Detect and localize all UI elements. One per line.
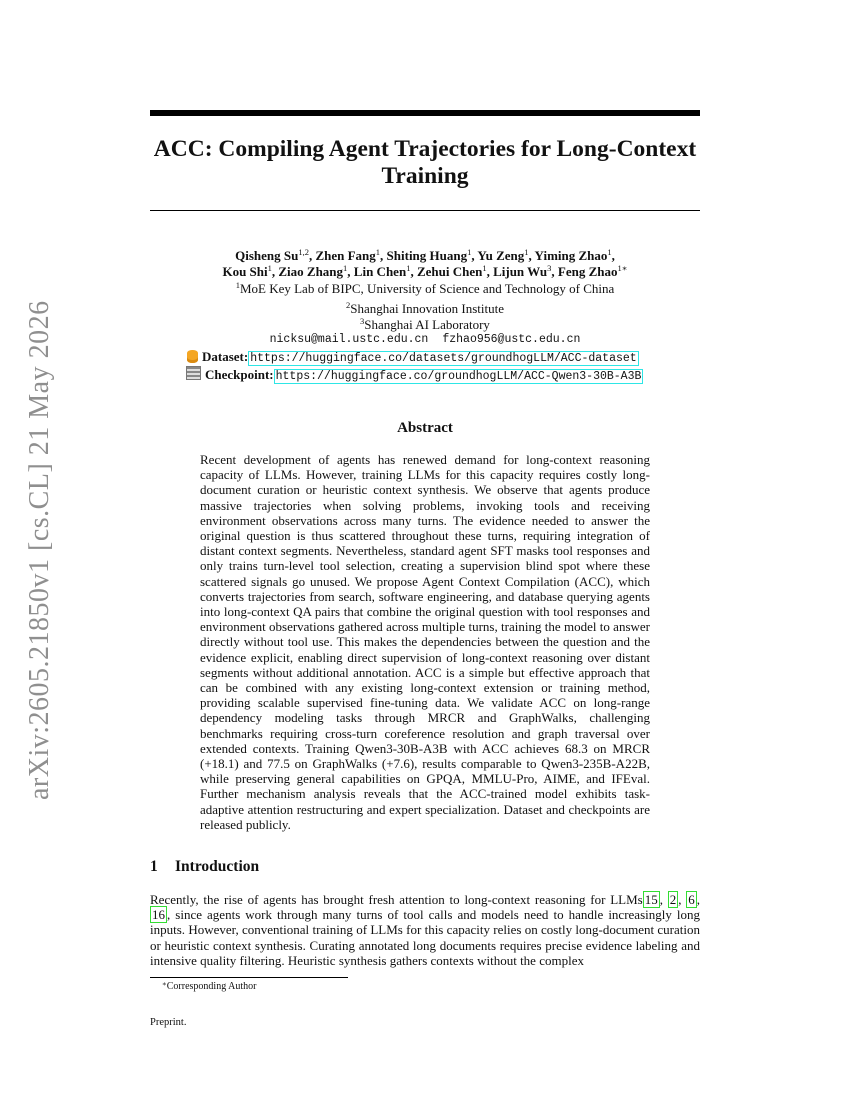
contact-emails <box>150 332 700 348</box>
author: Zhen Fang$^1$ <box>315 247 381 263</box>
author: Shiting Huang$^1$ <box>386 247 472 263</box>
author: Ziao Zhang$^1$ <box>278 263 348 279</box>
email-link[interactable]: nicksu@mail.ustc.edu.cn <box>269 333 429 346</box>
affiliation-3: $^3$Shanghai AI Laboratory <box>360 316 490 332</box>
author-list <box>150 248 700 280</box>
author: Yiming Zhao$^1$ <box>534 247 612 263</box>
author: Zehui Chen$^1$ <box>416 263 487 279</box>
abstract-heading: Abstract <box>397 420 453 436</box>
affiliation-2: $^2$Shanghai Innovation Institute <box>345 300 505 316</box>
server-stack-icon <box>186 366 201 380</box>
checkpoint-url-link[interactable]: https://huggingface.co/groundhogLLM/ACC-Qwen3-30B-A3B <box>275 370 642 383</box>
section-heading-introduction <box>150 858 700 876</box>
preprint-label: Preprint. <box>150 1017 187 1028</box>
database-icon <box>187 350 198 363</box>
section-title: Introduction <box>175 858 260 875</box>
dataset-label: Dataset: <box>202 349 249 364</box>
email-link[interactable]: fzhao956@ustc.edu.cn <box>442 333 581 346</box>
citation-link[interactable]: 2 <box>669 892 677 907</box>
section-number: 1 <box>150 858 158 875</box>
introduction-paragraph: Recently, the rise of agents has brought fresh attention to long-context reasoning for LLMs 15 , 2 , 6 , 16 , since agents work through many turns of tool calls and models need to handle increasingly long inputs. However, conventional training of LLMs for this capacity relies on costly long-document curation or heuristic context synthesis. Curating annotated long documents requires precise evidence labeling and intensive quality filtering. Heuristic synthesis gathers contexts without the complex <box>150 892 701 968</box>
abstract-text: Recent development of agents has renewed demand for long-context reasoning capacity of LLMs. However, training LLMs for this capacity requires costly long-document curation or heuristic context synthesis. We observe that agents produce massive trajectories when solving problems, invoking tools and receiving environment observations across many turns. The evidence needed to answer the original question is thus scattered throughout these turns, requiring integration of distant context segments. Nevertheless, standard agent SFT masks tool responses and only trains turn-level tool selection, creating a supervision blind spot where these scattered signals go unused. We propose Agent Context Compilation (ACC), which converts trajectories from search, software engineering, and database querying agents into long-context QA pairs that combine the original question with tool responses and environment observations gathered across multiple turns, training the model to answer directly without tool use. This makes the dependencies between the question and the evidence explicit, enabling direct supervision of long-context reasoning over distant segments without additional annotation. ACC is a simple but effective approach that can be combined with any existing long-context extension or training method, providing scalable supervised fine-tuning data. We validate ACC on long-range dependency modeling tasks through MRCR and GraphWalks, challenging benchmarks requiring cross-turn coreference resolution and graph traversal over extended contexts. Training Qwen3-30B-A3B with ACC achieves 68.3 on MRCR (+18.1) and 77.5 on GraphWalks (+7.6), results comparable to Qwen3-235B-A22B, while preserving general capabilities on GPQA, MMLU-Pro, AIME, and IFEval. Further mechanism analysis reveals that the ACC-trained model exhibits task-adaptive attention restructuring and expert specialization. Dataset and checkpoints are released publicly. <box>200 452 650 832</box>
author: Lijun Wu$^3$ <box>493 263 552 279</box>
checkpoint-link-row <box>186 366 643 385</box>
author-line-2: Kou Shi$^1$, Ziao Zhang$^1$, Lin Chen$^1$, Zehui Chen$^1$, Lijun Wu$^3$, Feng Zhao$^{1∗}$ <box>222 263 628 279</box>
dataset-url-link[interactable]: https://huggingface.co/datasets/groundhogLLM/ACC-dataset <box>250 352 637 365</box>
author: Yu Zeng$^1$ <box>477 247 529 263</box>
citation-link[interactable]: 16 <box>152 907 165 923</box>
footnote: ∗Corresponding Author <box>162 980 257 992</box>
paper-title: ACC: Compiling Agent Trajectories for Long-Context Training <box>153 136 697 189</box>
citation-link[interactable]: 15 <box>644 892 658 907</box>
citation-link[interactable]: 6 <box>688 892 695 907</box>
arxiv-identifier[interactable]: arXiv:2605.21850v1 [cs.CL] 21 May 2026 <box>24 300 55 800</box>
checkpoint-label: Checkpoint: <box>205 367 274 382</box>
footnote-rule <box>150 977 348 978</box>
author: Qisheng Su$^{1,2}$ <box>235 247 309 263</box>
title-top-rule <box>150 110 700 116</box>
affiliation-1: $^1$MoE Key Lab of BIPC, University of Science and Technology of China <box>235 280 615 296</box>
author: Lin Chen$^1$ <box>353 263 411 279</box>
dataset-link-row <box>187 349 639 367</box>
author: Feng Zhao$^{1∗}$ <box>557 263 628 279</box>
title-bottom-rule <box>150 210 700 211</box>
author: Kou Shi$^1$ <box>222 263 272 279</box>
author-line-1: Qisheng Su$^{1,2}$, Zhen Fang$^1$, Shiting Huang$^1$, Yu Zeng$^1$, Yiming Zhao$^1$, <box>235 247 615 263</box>
